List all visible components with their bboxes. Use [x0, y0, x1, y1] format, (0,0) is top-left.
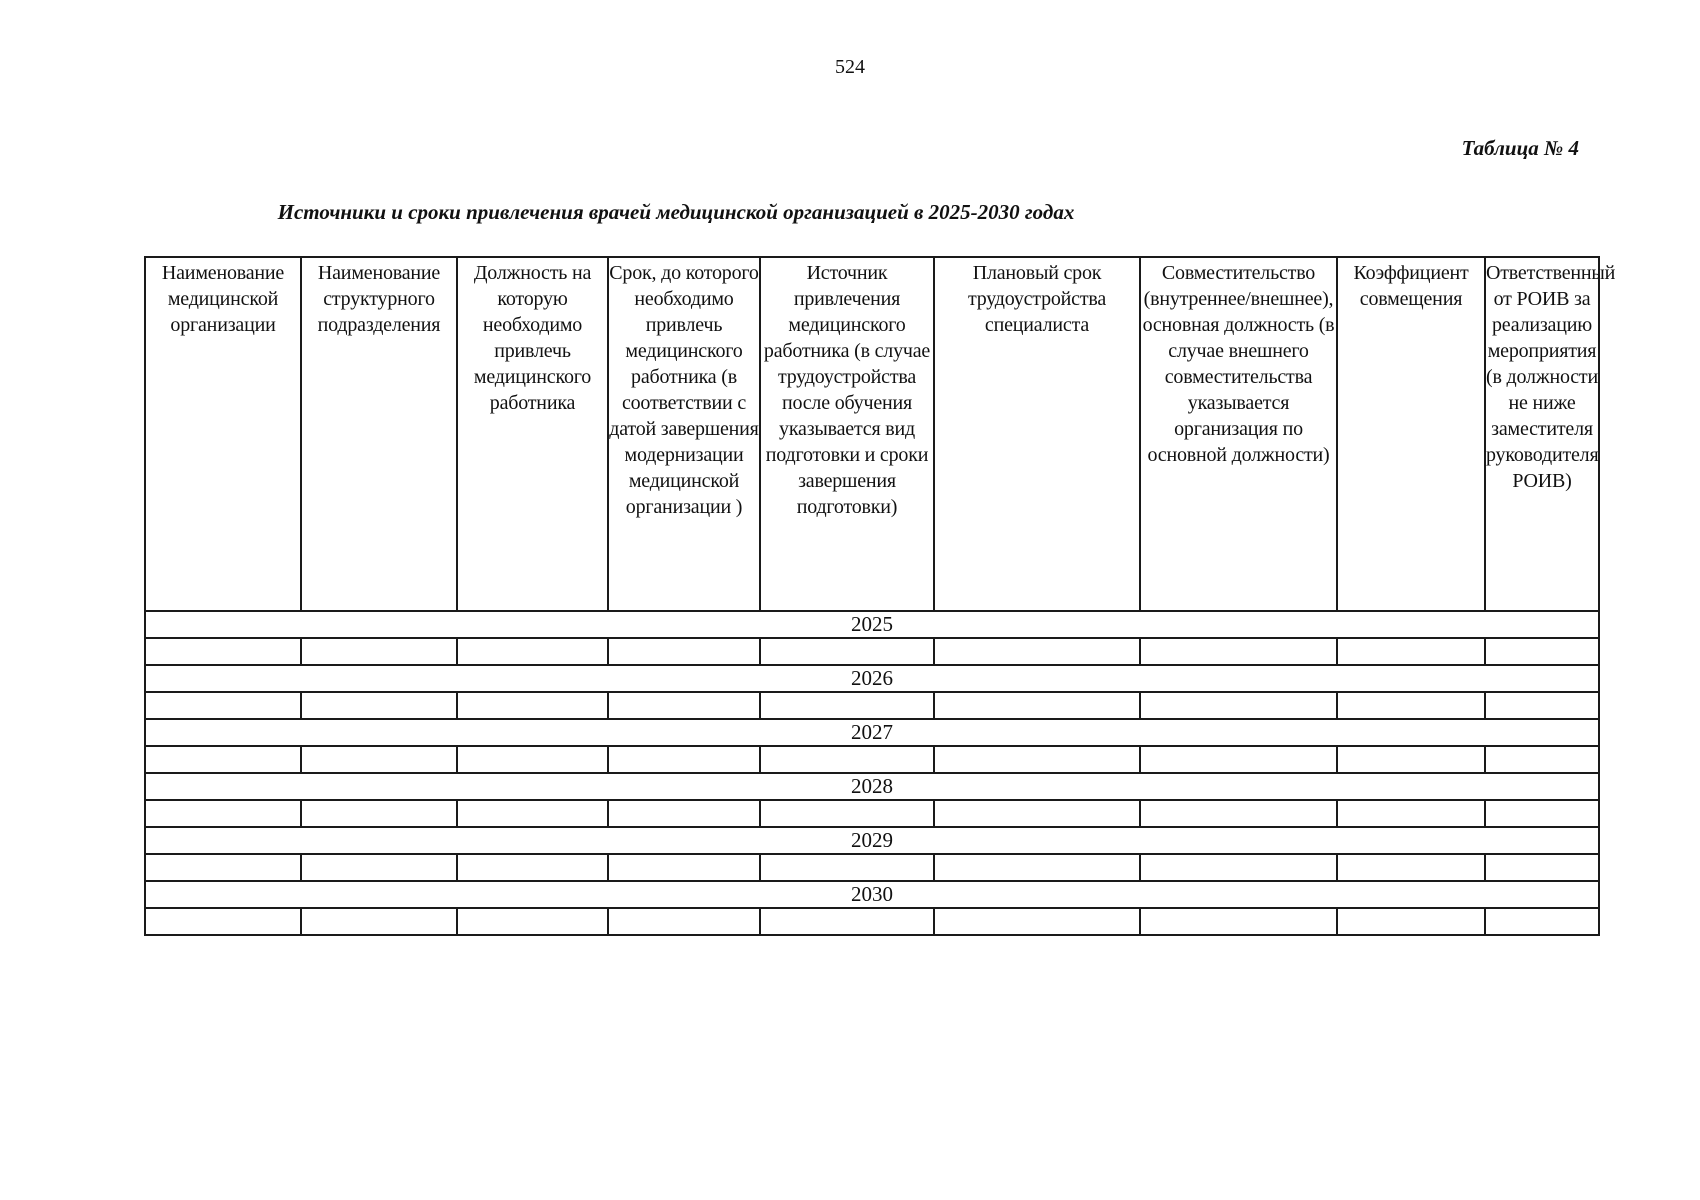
table-cell [760, 908, 934, 935]
table-cell [1140, 800, 1337, 827]
year-label: 2030 [145, 881, 1599, 908]
table-cell [1337, 800, 1485, 827]
table-cell [1337, 746, 1485, 773]
table-cell [1140, 908, 1337, 935]
year-label: 2026 [145, 665, 1599, 692]
header-cell-part-time: Совместительство (внутреннее/внешнее), основная должность (в случае внешнего совместительства указывается организация по основной должности) [1140, 257, 1337, 611]
table-cell [760, 692, 934, 719]
table-row [145, 854, 1599, 881]
year-row [145, 881, 1599, 908]
year-row [145, 773, 1599, 800]
header-cell-responsible: Ответственный от РОИВ за реализацию мероприятия (в должности не ниже заместителя руководителя РОИВ) [1485, 257, 1599, 611]
table-cell [145, 800, 301, 827]
table-title: Источники и сроки привлечения врачей медицинской организацией в 2025-2030 годах [277, 200, 1075, 224]
table-cell [1140, 746, 1337, 773]
table-cell [1337, 854, 1485, 881]
table-cell [1337, 908, 1485, 935]
year-label: 2028 [145, 773, 1599, 800]
table-cell [1140, 854, 1337, 881]
table-cell [934, 800, 1140, 827]
table-label: Таблица № 4 [1461, 136, 1579, 160]
table-cell [301, 854, 457, 881]
table-row [145, 800, 1599, 827]
table-cell [301, 692, 457, 719]
table-cell [1485, 908, 1599, 935]
year-row [145, 665, 1599, 692]
header-row [145, 257, 1599, 611]
table-row [145, 638, 1599, 665]
table-cell [145, 746, 301, 773]
table-cell [608, 746, 760, 773]
table-cell [1337, 638, 1485, 665]
table-cell [145, 638, 301, 665]
year-row [145, 611, 1599, 638]
table-cell [457, 692, 608, 719]
table-cell [1485, 692, 1599, 719]
table-cell [608, 854, 760, 881]
header-cell-source: Источник привлечения медицинского работника (в случае трудоустройства после обучения указывается вид подготовки и сроки завершения подготовки) [760, 257, 934, 611]
table-cell [760, 800, 934, 827]
table-cell [457, 908, 608, 935]
table-cell [457, 854, 608, 881]
year-row [145, 719, 1599, 746]
table-cell [934, 746, 1140, 773]
table-cell [145, 692, 301, 719]
table-cell [1140, 638, 1337, 665]
table-cell [457, 800, 608, 827]
table-cell [934, 638, 1140, 665]
table-row [145, 746, 1599, 773]
table-cell [760, 746, 934, 773]
table-cell [145, 854, 301, 881]
table-cell [301, 800, 457, 827]
table-cell [1485, 854, 1599, 881]
year-label: 2025 [145, 611, 1599, 638]
header-cell-unit-name: Наименование структурного подразделения [301, 257, 457, 611]
table-cell [934, 908, 1140, 935]
table-cell [608, 638, 760, 665]
table-cell [1337, 692, 1485, 719]
table-cell [608, 908, 760, 935]
table-cell [457, 638, 608, 665]
table-cell [934, 692, 1140, 719]
table-cell [1140, 692, 1337, 719]
header-cell-org-name: Наименование медицинской организации [145, 257, 301, 611]
year-row [145, 827, 1599, 854]
header-cell-planned-term: Плановый срок трудоустройства специалиста [934, 257, 1140, 611]
year-label: 2027 [145, 719, 1599, 746]
table-cell [1485, 746, 1599, 773]
table-cell [608, 800, 760, 827]
table-row [145, 908, 1599, 935]
table-cell [301, 746, 457, 773]
header-cell-deadline: Срок, до которого необходимо привлечь медицинского работника (в соответствии с датой завершения модернизации медицинской организации ) [608, 257, 760, 611]
table-cell [301, 908, 457, 935]
table-cell [457, 746, 608, 773]
header-cell-coefficient: Коэффициент совмещения [1337, 257, 1485, 611]
table-cell [934, 854, 1140, 881]
year-label: 2029 [145, 827, 1599, 854]
header-cell-position: Должность на которую необходимо привлечь медицинского работника [457, 257, 608, 611]
table-cell [1485, 638, 1599, 665]
table-cell [608, 692, 760, 719]
main-table [144, 256, 1616, 936]
table-row [145, 692, 1599, 719]
table-cell [1485, 800, 1599, 827]
table-cell [145, 908, 301, 935]
table-cell [760, 638, 934, 665]
table-cell [760, 854, 934, 881]
table-cell [301, 638, 457, 665]
page-number: 524 [835, 56, 865, 78]
